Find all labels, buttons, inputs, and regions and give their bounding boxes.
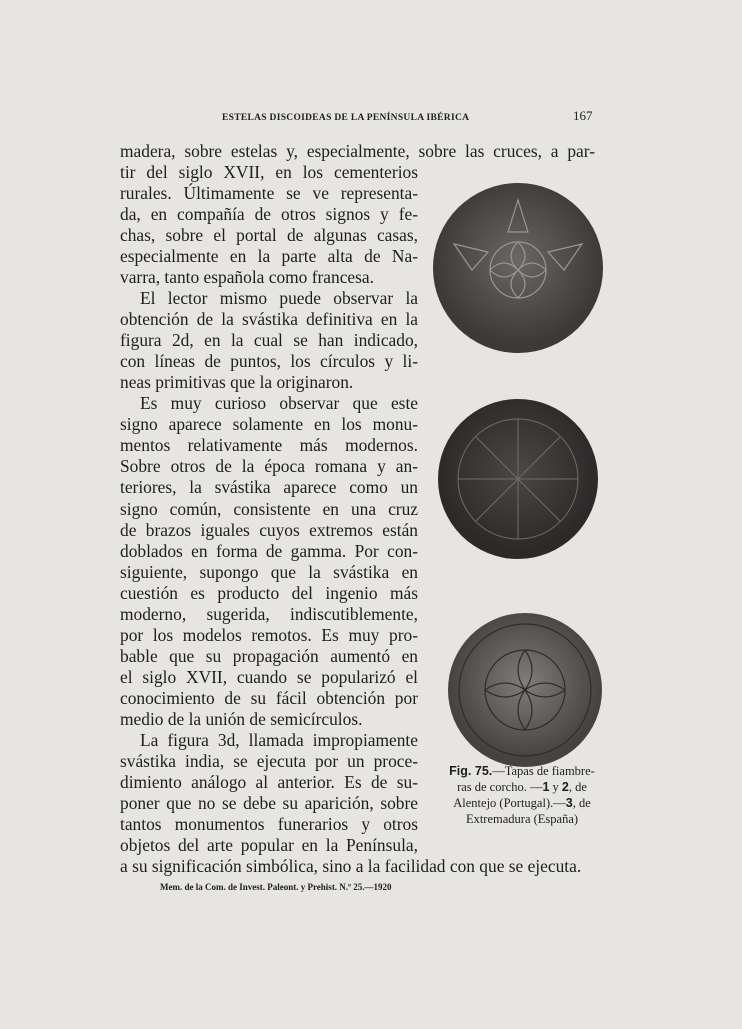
text-line: de brazos iguales cuyos extremos están: [120, 519, 418, 540]
figure-label: Fig. 75.: [449, 764, 493, 778]
figure-1-cork-lid: [432, 182, 604, 354]
text-line: obtención de la svástika definitiva en la: [120, 309, 418, 330]
text-line: figura 2d, en la cual se han indicado,: [120, 330, 418, 351]
text-line: a su significación simbólica, sino a la facilidad con que se ejecuta.: [120, 856, 582, 877]
caption-text: , de: [568, 780, 587, 794]
caption-number: 3: [565, 796, 573, 810]
text-line: objetos del arte popular en la Península,: [120, 834, 418, 855]
figure-2-cork-lid: [437, 398, 599, 560]
text-line: mentos relativamente más modernos.: [120, 435, 418, 456]
text-line: da, en compañía de otros signos y fe-: [120, 204, 418, 225]
figure-caption: [432, 763, 612, 827]
text-line: varra, tanto española como francesa.: [120, 267, 374, 288]
text-line: signo aparece solamente en los monu-: [120, 414, 418, 435]
text-line: teriores, la svástika aparece como un: [120, 477, 418, 498]
caption-line: —Tapas de fiambre-: [492, 764, 595, 778]
text-line: madera, sobre estelas y, especialmente, sobre las cruces, a par-: [120, 141, 595, 161]
text-line: por los modelos remotos. Es muy pro-: [120, 624, 418, 645]
caption-line: Extremadura (España): [465, 812, 579, 826]
text-line: el siglo XVII, cuando se popularizó el: [120, 666, 418, 687]
text-line: signo común, consistente en una cruz: [120, 498, 418, 519]
text-line: El lector mismo puede observar la: [140, 288, 418, 309]
running-header: ESTELAS DISCOIDEAS DE LA PENÍNSULA IBÉRICA: [222, 113, 470, 123]
caption-line: Alentejo (Portugal).—: [453, 796, 566, 810]
figure-3-cork-lid: [447, 612, 603, 768]
text-line: dimiento análogo al anterior. Es de su-: [120, 771, 418, 792]
caption-number: 1: [542, 780, 550, 794]
text-line: tantos monumentos funerarios y otros: [120, 813, 418, 834]
caption-text: y: [549, 780, 562, 794]
text-line: siguiente, supongo que la svástika en: [120, 561, 418, 582]
text-line: medio de la unión de semicírculos.: [120, 708, 363, 729]
text-line: chas, sobre el portal de algunas casas,: [120, 225, 418, 246]
caption-line: ras de corcho. —: [457, 780, 543, 794]
text-line: doblados en forma de gamma. Por con-: [120, 540, 418, 561]
text-line: La figura 3d, llamada impropiamente: [140, 729, 418, 750]
text-line: moderno, sugerida, indiscutiblemente,: [120, 603, 418, 624]
text-line: conocimiento de su fácil obtención por: [120, 687, 418, 708]
text-line: neas primitivas que la originaron.: [120, 372, 354, 393]
text-line: svástika india, se ejecuta por un proce-: [120, 750, 418, 771]
page-number: 167: [573, 108, 593, 123]
text-line: tir del siglo XVII, en los cementerios: [120, 162, 418, 183]
text-line: rurales. Últimamente se ve representa-: [120, 183, 418, 204]
caption-text: , de: [572, 796, 591, 810]
caption-number: 2: [561, 780, 569, 794]
text-line: poner que no se debe su aparición, sobre: [120, 792, 418, 813]
text-line: con líneas de puntos, los círculos y li-: [120, 351, 418, 372]
footer-citation: Mem. de la Com. de Invest. Paleont. y Prehist. N.º 25.—1920: [160, 882, 392, 892]
text-line: cuestión es producto del ingenio más: [120, 582, 418, 603]
text-line: Sobre otros de la época romana y an-: [120, 456, 418, 477]
text-line: bable que su propagación aumentó en: [120, 645, 418, 666]
text-line: Es muy curioso observar que este: [140, 393, 418, 414]
text-line: especialmente en la parte alta de Na-: [120, 246, 418, 267]
